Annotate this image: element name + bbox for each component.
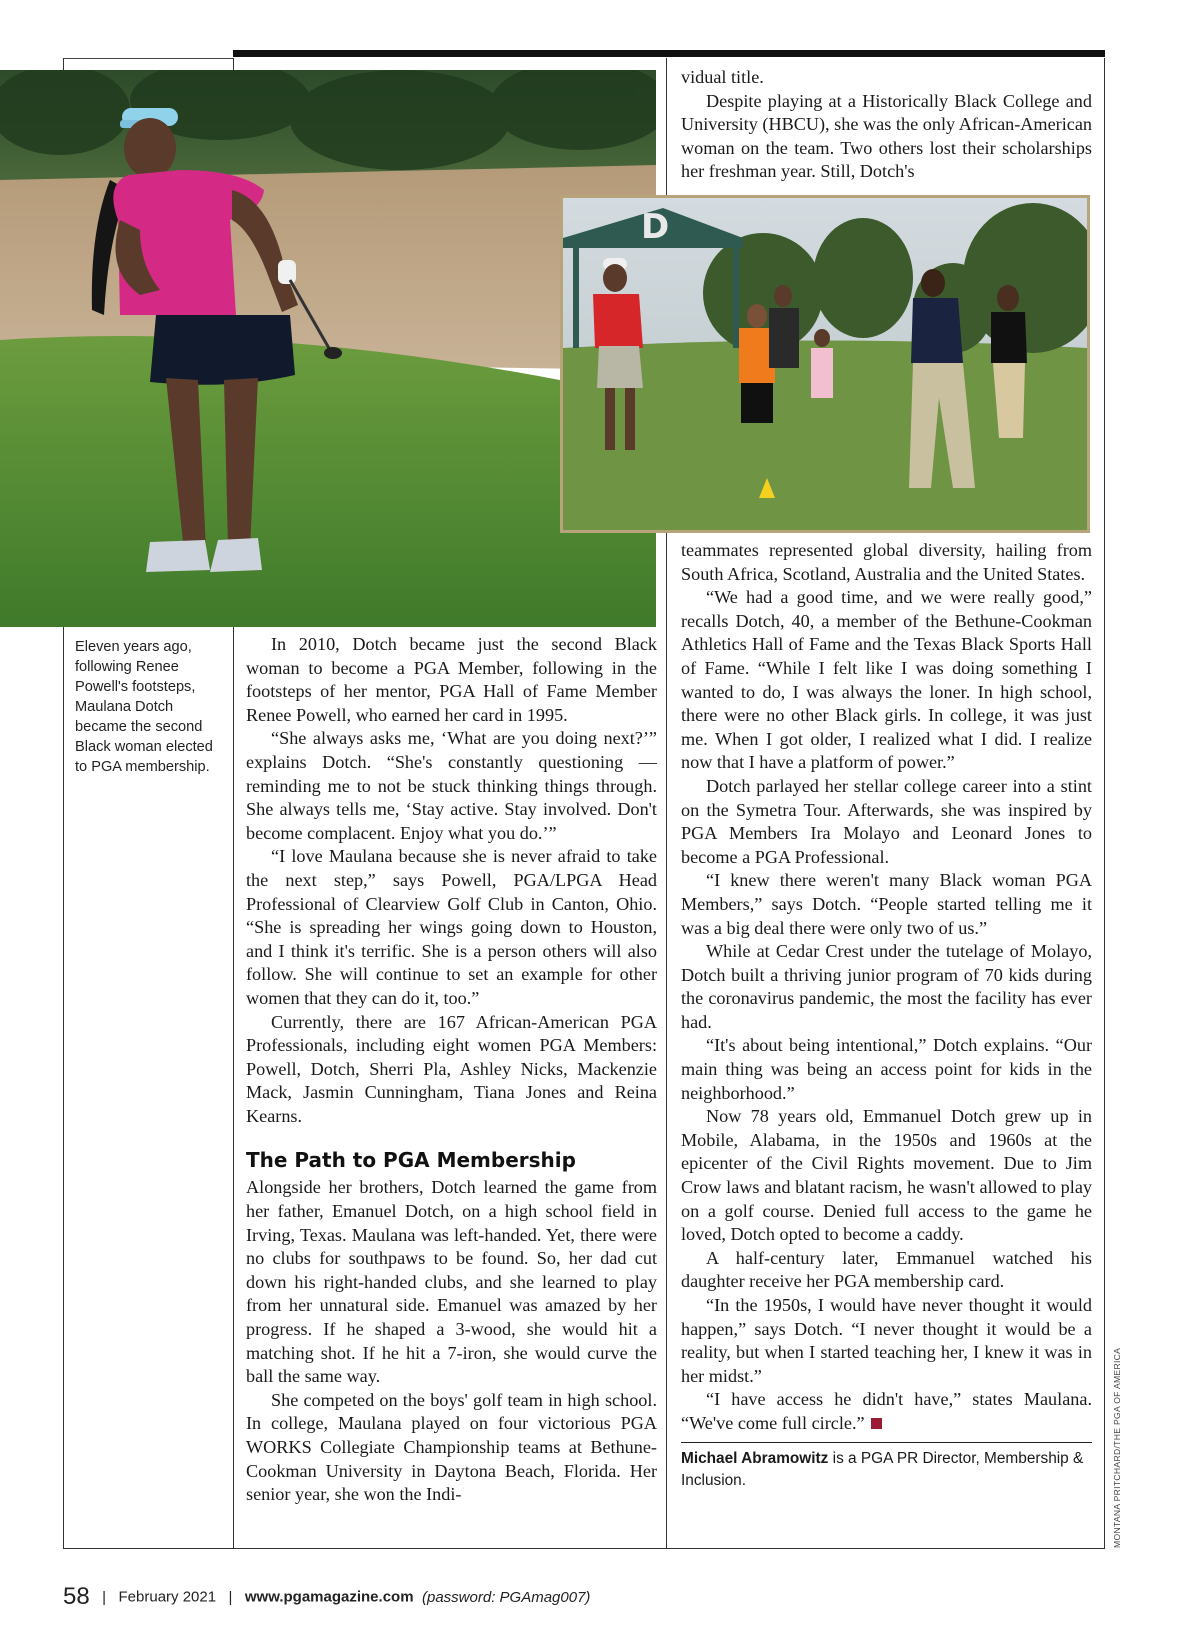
issue-date: February 2021 xyxy=(118,1588,217,1606)
paragraph: “I love Maulana because she is never afraid to take the next step,” says Powell, PGA/LPGA Head Professional of Clearview Golf Club in Canton, Ohio. “She is spreading her wings going down to Houston, and I think it's terrific. She is a person others will also follow. She will continue to set an example for other women that they can do it, too.” xyxy=(246,846,657,1008)
page-footer xyxy=(63,1583,590,1611)
paragraph: She competed on the boys' golf team in high school. In college, Maulana played on four victorious PGA WORKS Collegiate Championship teams at Bethune-Cookman University in Daytona Beach, Florida. Her senior year, she won the Indi- xyxy=(246,1389,657,1505)
paragraph: “We had a good time, and we were really good,” recalls Dotch, 40, a member of the Bethune-Cookman Athletics Hall of Fame and the Texas Black Sports Hall of Fame. “While I felt like I was doing something I wanted to do, I was always the loner. In high school, there were no other Black girls. In college, it was just me. When I got older, I realized what I did. I realize now that I have a platform of power.” xyxy=(681,587,1092,773)
junior-clinic-photo xyxy=(560,195,1090,533)
paragraph: A half-century later, Emmanuel watched his daughter receive her PGA membership card. xyxy=(681,1247,1092,1292)
middle-column xyxy=(246,633,657,1507)
author-role: is a PGA PR Director, Membership & Inclusion. xyxy=(681,1449,1084,1489)
page-number: 58 xyxy=(63,1583,90,1610)
footer-separator: | xyxy=(228,1588,233,1606)
svg-text:D: D xyxy=(641,207,670,247)
paragraph: “I knew there weren't many Black woman PGA Members,” says Dotch. “People started telling me it was a big deal there were only two of us.” xyxy=(681,870,1092,938)
end-mark-icon xyxy=(871,1418,882,1429)
paragraph: Dotch parlayed her stellar college career into a stint on the Symetra Tour. Afterwards, she was inspired by PGA Members Ira Molayo and Leonard Jones to become a PGA Professional. xyxy=(681,775,1092,867)
paragraph-text: “I have access he didn't have,” states Maulana. “We've come full circle.” xyxy=(681,1389,1092,1433)
photo-credit: MONTANA PRITCHARD/THE PGA OF AMERICA xyxy=(1112,1347,1122,1548)
paragraph: Currently, there are 167 African-American PGA Professionals, including eight women PGA Members: Powell, Dotch, Sherri Pla, Ashley Nicks, Mackenzie Mack, Jasmin Cunningham, Tiana Jones and Reina Kearns. xyxy=(246,1011,657,1126)
bio-divider xyxy=(681,1442,1092,1443)
top-thin-rule xyxy=(63,58,233,59)
paragraph: In 2010, Dotch became just the second Black woman to become a PGA Member, following in the footsteps of her mentor, PGA Hall of Fame Member Renee Powell, who earned her card in 1995. xyxy=(246,634,657,725)
final-paragraph xyxy=(681,1388,1092,1435)
section-subhead: The Path to PGA Membership xyxy=(246,1148,576,1173)
bottom-frame-line xyxy=(63,1548,1105,1549)
paragraph: “In the 1950s, I would have never thought it would happen,” says Dotch. “I never thought it would be a reality, but when I started teaching her, I knew it was in her midst.” xyxy=(681,1295,1092,1386)
paragraph: vidual title. xyxy=(681,67,764,87)
paragraph: Now 78 years old, Emmanuel Dotch grew up in Mobile, Alabama, in the 1950s and 1960s at the epicenter of the Civil Rights movement. Due to Jim Crow laws and blatant racism, he wasn't allowed to play on a golf course. Denied full access to the game he loved, Dotch opted to become a caddy. xyxy=(681,1106,1092,1245)
author-bio xyxy=(681,1448,1092,1492)
top-rule xyxy=(233,50,1105,57)
paragraph: While at Cedar Crest under the tutelage of Molayo, Dotch built a thriving junior program of 70 kids during the coronavirus pandemic, the most the facility has ever had. xyxy=(681,941,1092,1032)
paragraph: Despite playing at a Historically Black College and University (HBCU), she was the only African-American woman on the team. Two others lost their scholarships her freshman year. Still, Dotch's xyxy=(681,90,1092,182)
right-frame-line xyxy=(1104,58,1105,1548)
golfer-photo xyxy=(0,70,656,627)
magazine-url-link[interactable]: www.pgamagazine.com xyxy=(244,1588,414,1606)
right-column-bottom xyxy=(681,539,1092,1492)
right-column-top xyxy=(681,66,1092,184)
password-note: (password: PGAmag007) xyxy=(422,1588,591,1606)
paragraph: “She always asks me, ‘What are you doing next?’” explains Dotch. “She's constantly questioning — reminding me to not be stuck thinking things through. She always tells me, ‘Stay active. Stay involved. Don't become complacent. Enjoy what you do.’” xyxy=(246,728,657,843)
paragraph: “It's about being intentional,” Dotch explains. “Our main thing was being an access point for kids in the neighborhood.” xyxy=(681,1035,1092,1103)
photo-caption: Eleven years ago, following Renee Powell's footsteps, Maulana Dotch became the second Black woman elected to PGA membership. xyxy=(75,639,213,775)
footer-separator: | xyxy=(102,1588,107,1606)
author-name: Michael Abramowitz xyxy=(681,1449,829,1467)
paragraph: Alongside her brothers, Dotch learned the game from her father, Emanuel Dotch, on a high school field in Irving, Texas. Maulana was left-handed. Yet, there were no clubs for southpaws to be found. So, her dad cut down his right-handed clubs, and she learned to play from her unnatural side. Emanuel was amazed by her progress. If he shaped a 3-wood, she would hit a matching shot. If he hit a 7-iron, she would curve the ball the same way. xyxy=(246,1177,657,1387)
paragraph: teammates represented global diversity, hailing from South Africa, Scotland, Australia and the United States. xyxy=(681,540,1092,584)
